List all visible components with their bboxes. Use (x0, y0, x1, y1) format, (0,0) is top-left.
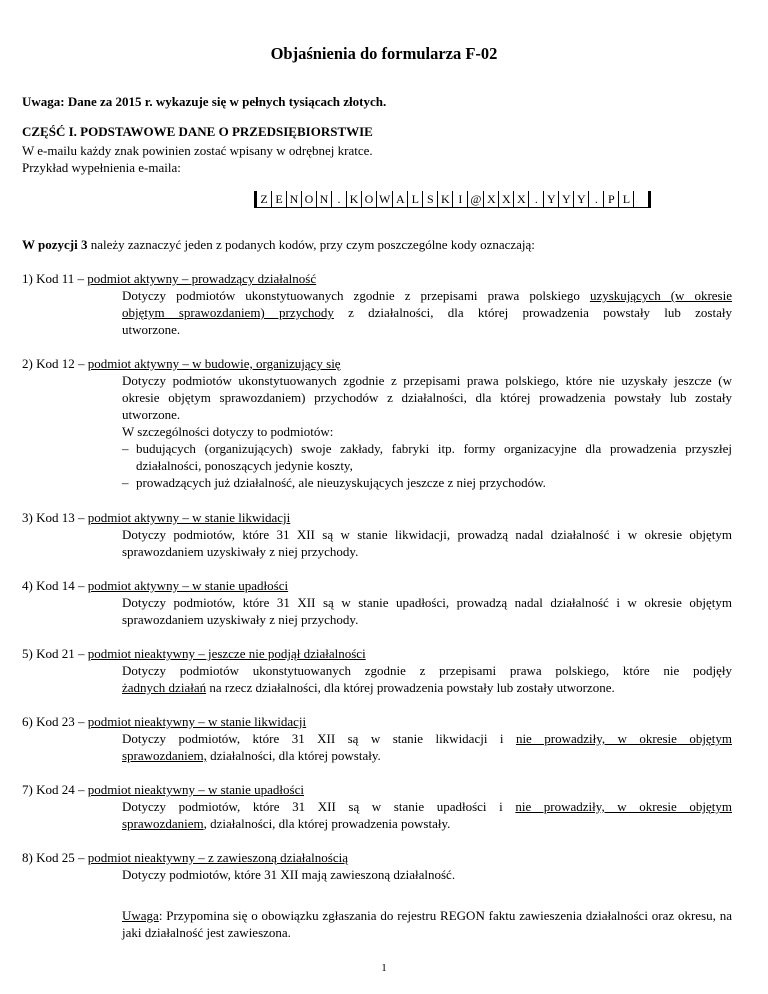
code-13-prefix: 3) Kod 13 – (22, 510, 88, 525)
code-11-text-5: utworzone. (122, 322, 181, 337)
code-23-text-2: nie prowadziły, w okresie objętym (515, 731, 732, 746)
code-21-description (122, 662, 732, 696)
email-char-box: X (483, 191, 498, 207)
code-23-text-4: działalności, dla której powstały. (206, 748, 381, 763)
email-char-box: L (407, 191, 422, 207)
code-25-name: podmiot nieaktywny – z zawieszoną działalnością (87, 850, 348, 865)
code-25-description: Dotyczy podmiotów, które 31 XII mają zawieszoną działalność. (122, 867, 456, 882)
email-char-box: Z (260, 192, 268, 206)
position-3-label: W pozycji 3 (22, 237, 88, 252)
email-char-box: . (588, 191, 603, 207)
code-14-name: podmiot aktywny – w stanie upadłości (87, 578, 289, 593)
code-24-text-2: nie prowadziły, w okresie objętym (515, 799, 732, 814)
code-23-description (122, 730, 732, 764)
code-24-description (122, 798, 732, 832)
code-11-prefix: 1) Kod 11 – (22, 271, 88, 286)
email-char-box: W (376, 191, 392, 207)
email-example-boxes (254, 191, 651, 208)
email-char-box: P (603, 191, 618, 207)
email-char-box: A (392, 191, 407, 207)
code-24-prefix: 7) Kod 24 – (22, 782, 88, 797)
code-25-item (22, 849, 732, 883)
code-25-prefix: 8) Kod 25 – (22, 850, 88, 865)
reminder-text: : Przypomina się o obowiązku zgłaszania do rejestru REGON faktu zawieszenia działalności oraz okresu, na jaki działalność jest zawieszona. (122, 908, 732, 940)
page-title: Objaśnienia do formularza F-02 (270, 44, 498, 63)
email-char-box: K (346, 191, 361, 207)
bullet-dash: – (122, 441, 129, 456)
currency-note: Uwaga: Dane za 2015 r. wykazuje się w pełnych tysiącach złotych. (22, 94, 387, 109)
email-intro-line-1: W e-mailu każdy znak powinien zostać wpisany w odrębnej kratce. (22, 143, 373, 158)
code-24-item (22, 781, 732, 832)
section-heading: CZĘŚĆ I. PODSTAWOWE DANE O PRZEDSIĘBIORSTWIE (22, 124, 373, 139)
page-number: 1 (381, 962, 387, 974)
code-12-bullet-1 (122, 440, 732, 474)
code-21-prefix: 5) Kod 21 – (22, 646, 88, 661)
code-11-text-1: Dotyczy podmiotów ukonstytuowanych zgodnie z przepisami prawa polskiego (122, 288, 590, 303)
code-23-item (22, 713, 732, 764)
code-23-text-3: sprawozdaniem, (122, 748, 207, 763)
email-char-box: Y (558, 191, 573, 207)
email-char-box: X (513, 191, 528, 207)
suspension-reminder (122, 907, 732, 941)
email-char-box: E (271, 191, 286, 207)
email-char-box: @ (467, 191, 483, 207)
email-char-box: O (301, 191, 316, 207)
code-21-text-1: Dotyczy podmiotów ukonstytuowanych zgodnie z przepisami prawa polskiego, które nie podjęły (122, 663, 732, 678)
code-12-bullet-2 (122, 474, 732, 491)
email-char-box: N (286, 191, 301, 207)
code-11-name: podmiot aktywny – prowadzący działalność (87, 271, 317, 286)
code-14-item (22, 577, 732, 628)
code-24-text-1: Dotyczy podmiotów, które 31 XII są w stanie upadłości i (122, 799, 516, 814)
position-3-text: należy zaznaczyć jeden z podanych kodów, przy czym poszczególne kody oznaczają: (87, 237, 535, 252)
code-24-name: podmiot nieaktywny – w stanie upadłości (87, 782, 304, 797)
bullet-dash: – (122, 475, 129, 490)
email-char-box: Y (543, 191, 558, 207)
code-13-description: Dotyczy podmiotów, które 31 XII są w stanie likwidacji, prowadzą nadal działalność i w okresie objętym sprawozdaniem uzyskiwały z niej przychody. (122, 527, 732, 559)
email-char-box: L (618, 191, 633, 207)
code-12-prefix: 2) Kod 12 – (22, 356, 88, 371)
code-11-description (122, 287, 732, 338)
code-24-text-3: sprawozdaniem (122, 816, 204, 831)
code-14-prefix: 4) Kod 14 – (22, 578, 88, 593)
email-char-box: Y (573, 191, 588, 207)
code-12-special: W szczególności dotyczy to podmiotów: (122, 424, 334, 439)
email-char-box: K (437, 191, 452, 207)
code-12-name: podmiot aktywny – w budowie, organizujący się (87, 356, 341, 371)
code-12-bullet-2-text: prowadzących już działalność, ale nieuzyskujących jeszcze z niej przychodów. (136, 475, 546, 490)
position-3-instruction (22, 236, 535, 253)
code-23-name: podmiot nieaktywny – w stanie likwidacji (87, 714, 307, 729)
code-21-text-3: na rzecz działalności, dla której prowadzenia powstały lub zostały utworzone. (206, 680, 615, 695)
code-12-text: Dotyczy podmiotów ukonstytuowanych zgodnie z przepisami prawa polskiego, które nie uzyskały jeszcze (w okresie objętym sprawozdaniem) przychodów z działalności, dla której prowadzenia powstały lub zostały utworzone. (122, 373, 732, 422)
email-char-box (633, 191, 648, 207)
email-char-box: I (452, 191, 467, 207)
email-intro (22, 142, 722, 176)
code-21-item (22, 645, 732, 696)
email-char-box: O (361, 191, 376, 207)
email-char-box: S (422, 191, 437, 207)
code-23-prefix: 6) Kod 23 – (22, 714, 88, 729)
code-11-text-2: uzyskujących (w okresie (589, 288, 732, 303)
code-24-text-4: , działalności, dla której prowadzenia powstały. (203, 816, 451, 831)
email-intro-line-2: Przykład wypełnienia e-maila: (22, 160, 181, 175)
code-14-description: Dotyczy podmiotów, które 31 XII są w stanie upadłości, prowadzą nadal działalność i w okresie objętym sprawozdaniem uzyskiwały z niej przychody. (122, 595, 732, 627)
code-11-item (22, 270, 732, 338)
code-11-text-4: z działalności, dla której prowadzenia powstały lub zostały (333, 305, 732, 320)
email-char-box: . (528, 191, 543, 207)
code-12-bullet-1-text: budujących (organizujących) swoje zakłady, fabryki itp. formy organizacyjne dla prowadzenia przyszłej działalności, ponoszących jedynie koszty, (136, 441, 732, 473)
email-char-box: X (498, 191, 513, 207)
code-23-text-1: Dotyczy podmiotów, które 31 XII są w stanie likwidacji i (122, 731, 516, 746)
code-11-text-3: objętym sprawozdaniem) przychody (122, 305, 334, 320)
code-21-text-2: żadnych działań (122, 680, 207, 695)
code-21-name: podmiot nieaktywny – jeszcze nie podjął działalności (87, 646, 366, 661)
email-char-box: . (331, 191, 346, 207)
code-12-item (22, 355, 732, 491)
code-12-description (122, 372, 732, 491)
code-13-name: podmiot aktywny – w stanie likwidacji (87, 510, 291, 525)
reminder-label: Uwaga (122, 908, 159, 923)
email-char-box: N (316, 191, 331, 207)
code-13-item (22, 509, 732, 560)
